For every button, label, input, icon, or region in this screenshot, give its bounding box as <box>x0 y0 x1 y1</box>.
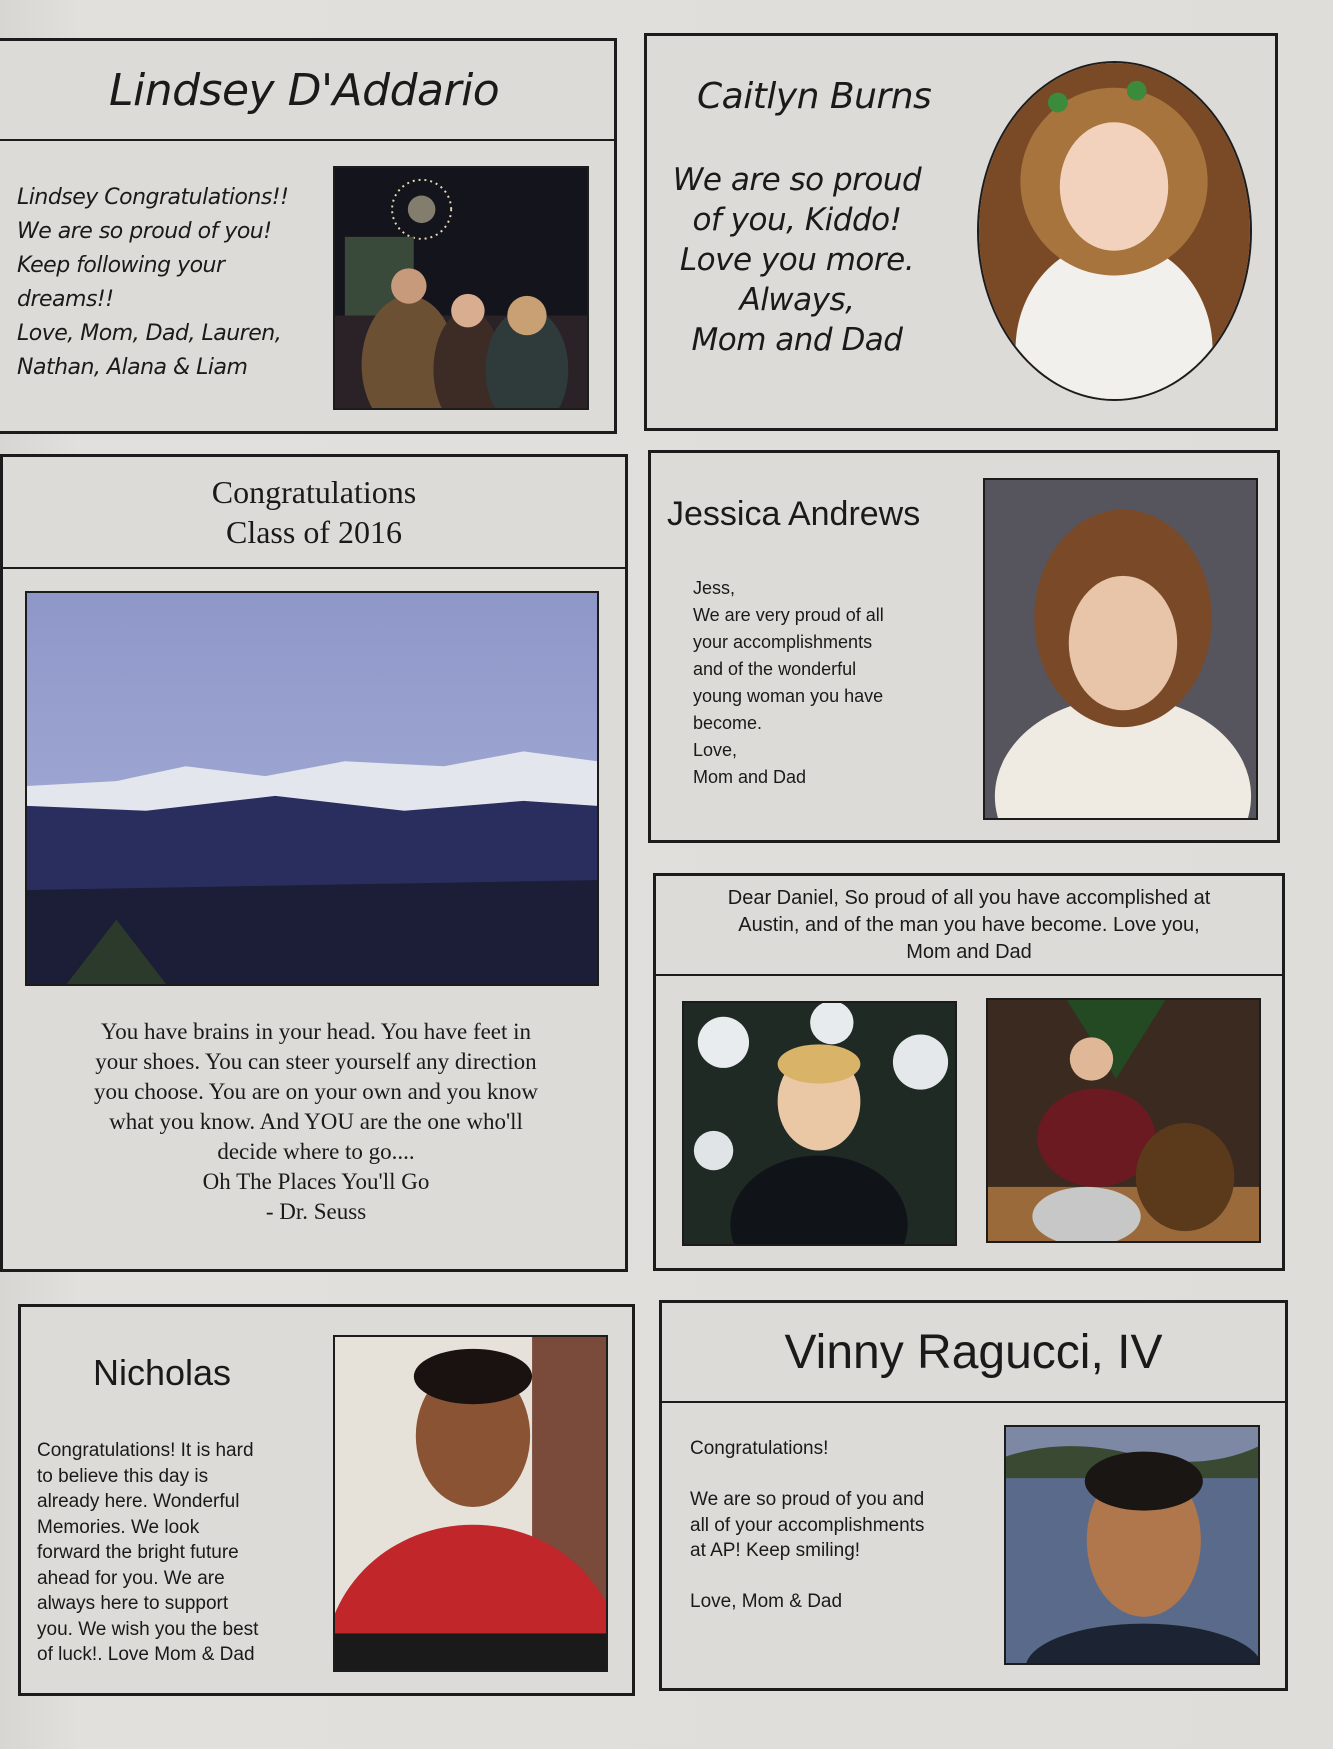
ad-message: Congratulations! We are so proud of you and all of your accomplishments at AP! Keep smiling! Love, Mom & Dad <box>690 1438 925 1612</box>
ad-vinny <box>659 1300 1288 1691</box>
ad-lindsey <box>0 38 617 434</box>
ad-nicholas <box>18 1304 635 1696</box>
ad-title: Vinny Ragucci, IV <box>662 1303 1285 1403</box>
ad-class-of-2016 <box>0 454 628 1272</box>
ad-message: We are so proud of you, Kiddo! Love you more. Always, Mom and Dad <box>672 162 922 358</box>
caitlyn-photo <box>977 61 1252 401</box>
ad-title: Jessica Andrews <box>667 495 921 533</box>
ad-message: Lindsey Congratulations!! We are so proud of you! Keep following your dreams!! Love, Mom, Dad, Lauren, Nathan, Alana & Liam <box>17 185 289 380</box>
ad-message: Jess, We are very proud of all your accomplishments and of the wonderful young woman you have become. Love, Mom and Dad <box>693 578 884 787</box>
nicholas-photo <box>333 1335 608 1672</box>
daniel-teen-photo <box>986 998 1261 1243</box>
ad-title: Caitlyn Burns <box>697 76 932 117</box>
seuss-quote: You have brains in your head. You have feet in your shoes. You can steer yourself any direction you choose. You are on your own and you know what you know. And YOU are the one who'll decide where to go.... Oh The Places You'll Go - Dr. Seuss <box>94 1019 538 1224</box>
ad-title: Nicholas <box>93 1352 232 1393</box>
ad-title: Lindsey D'Addario <box>0 41 614 141</box>
daniel-child-photo <box>682 1001 957 1246</box>
ad-daniel <box>653 873 1285 1271</box>
ad-message: Congratulations! It is hard to believe this day is already here. Wonderful Memories. We look forward the bright future ahead for you. We are always here to support you. We wish you the best of luck!. Love Mom & Dad <box>37 1440 259 1665</box>
vinny-photo <box>1004 1425 1260 1665</box>
ad-title: Congratulations Class of 2016 <box>3 457 625 569</box>
ad-caitlyn <box>644 33 1278 431</box>
ad-message: Dear Daniel, So proud of all you have accomplished at Austin, and of the man you have become. Love you, Mom and Dad <box>656 876 1282 976</box>
jessica-photo <box>983 478 1258 820</box>
family-photo <box>333 166 589 410</box>
ad-jessica <box>648 450 1280 843</box>
mountain-photo <box>25 591 599 986</box>
